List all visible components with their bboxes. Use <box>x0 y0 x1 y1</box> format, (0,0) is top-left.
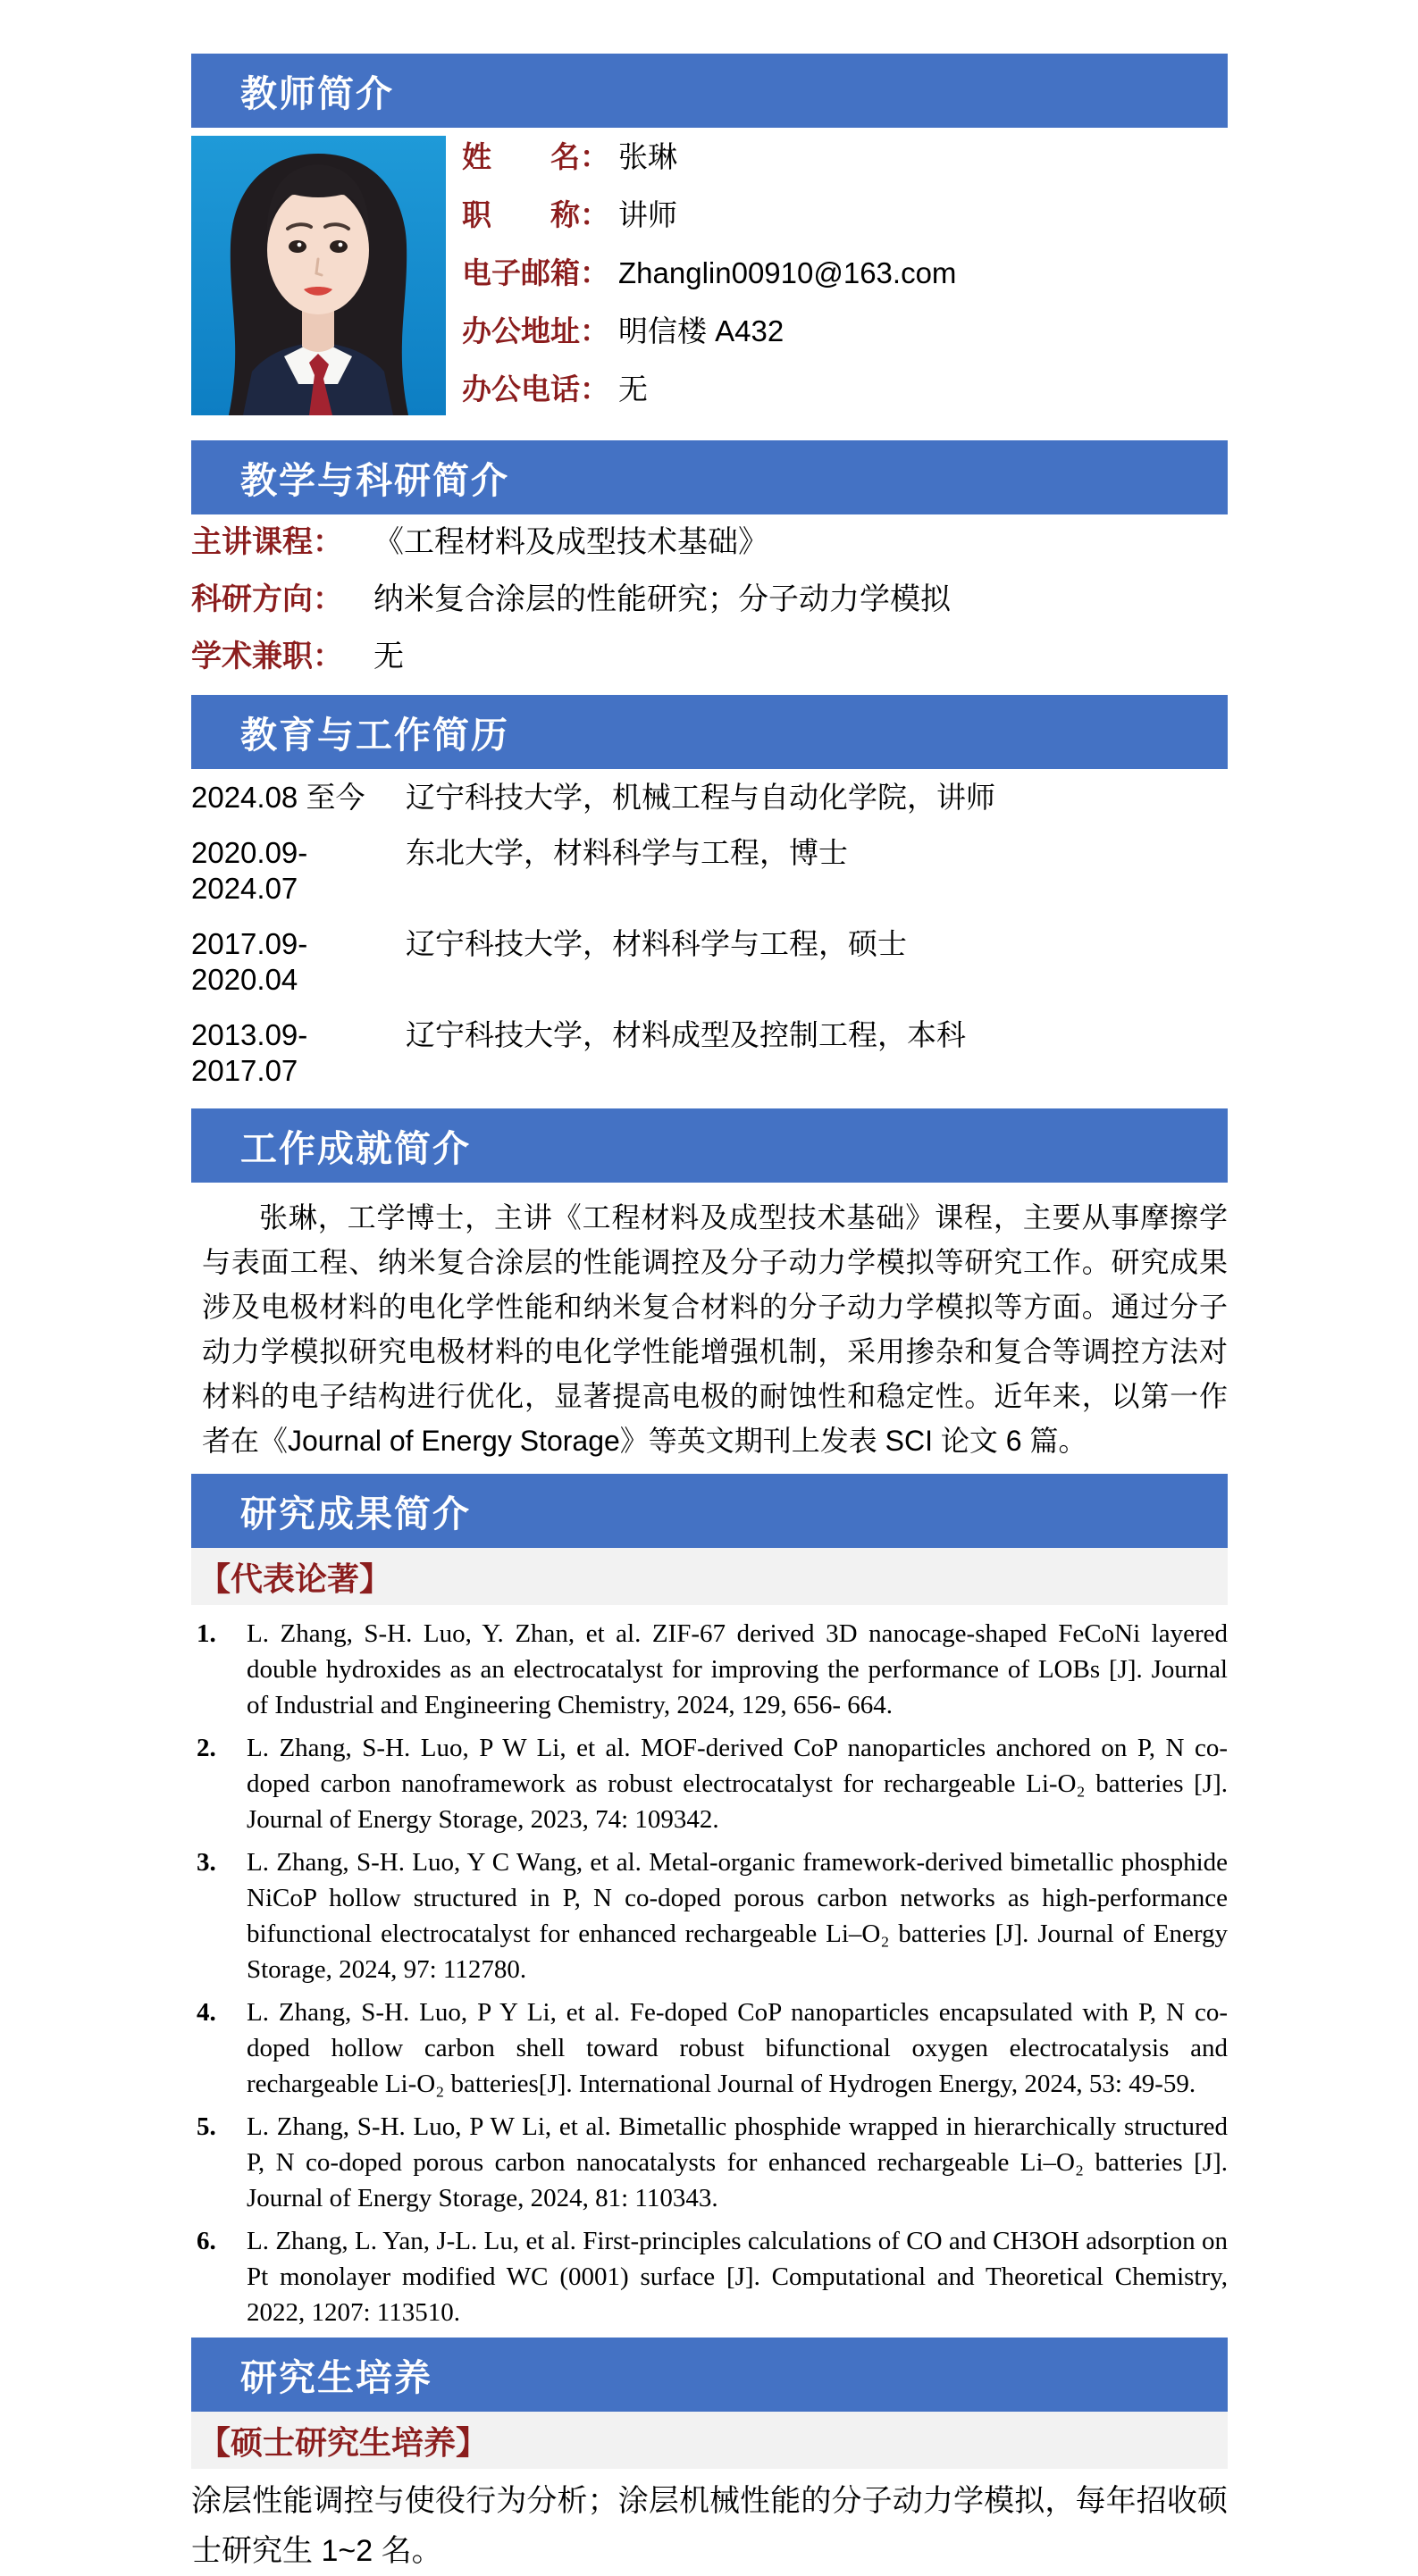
timeline-row <box>191 926 1228 998</box>
publication-text: L. Zhang, S-H. Luo, P Y Li, et al. Fe-doped CoP nanoparticles encapsulated with P, N co-doped hollow carbon shell toward robust bifunctional oxygen electrocatalysis and rechargeable Li-O₂ batteries[J]. International Journal of Hydrogen Energy, 2024, 53: 49-59. <box>247 1998 1228 2098</box>
row-academic-posts <box>191 638 1228 675</box>
education-work-timeline <box>191 780 1228 1089</box>
publication-number: 6. <box>197 2227 216 2255</box>
publication-text: L. Zhang, S-H. Luo, Y C Wang, et al. Metal-organic framework-derived bimetallic phosphide NiCoP hollow structured in P, N co-doped porous carbon networks as high-performance bifunctional electrocatalyst for enhanced rechargeable Li–O₂ batteries [J]. Journal of Energy Storage, 2024, 97: 112780. <box>247 1848 1228 1984</box>
field-office-phone <box>462 372 956 407</box>
publication-number: 1. <box>197 1619 216 1648</box>
timeline-period: 2020.09-2024.07 <box>191 836 308 905</box>
graduate-training-paragraph: 涂层性能调控与使役行为分析；涂层机械性能的分子动力学模拟，每年招收硕士研究生 1~2 名。 <box>191 2484 1228 2568</box>
row-courses-value: 《工程材料及成型技术基础》 <box>373 525 768 559</box>
publication-item <box>191 1616 1228 1723</box>
timeline-period: 2017.09-2020.04 <box>191 927 308 996</box>
timeline-period: 2013.09-2017.07 <box>191 1018 308 1087</box>
publication-item <box>191 1995 1228 2102</box>
section-bar-graduate-training <box>191 2338 1228 2412</box>
publication-item <box>191 2223 1228 2330</box>
subheader-master-training <box>191 2412 1228 2469</box>
section-title: 教学与科研简介 <box>240 460 509 501</box>
publication-item <box>191 2109 1228 2216</box>
timeline-period: 2024.08 至今 <box>191 781 365 814</box>
publication-text: L. Zhang, S-H. Luo, P W Li, et al. MOF-derived CoP nanoparticles anchored on P, N co-doped carbon nanoframework as robust electrocatalyst for rechargeable Li-O₂ batteries [J]. Journal of Energy Storage, 2023, 74: 109342. <box>247 1734 1228 1834</box>
section-bar-education-work <box>191 695 1228 769</box>
publication-text: L. Zhang, L. Yan, J-L. Lu, et al. First-principles calculations of CO and CH3OH adsorption on Pt monolayer modified WC (0001) surface [J]. Computational and Theoretical Chemistry, 2022, 1207: 113510. <box>247 2227 1228 2327</box>
subheader-title: 【代表论著】 <box>198 1560 392 1597</box>
publication-number: 4. <box>197 1998 216 2027</box>
field-title <box>462 197 956 233</box>
field-name-value: 张琳 <box>618 140 677 173</box>
row-academic-posts-label: 学术兼职： <box>191 640 343 673</box>
row-research-direction <box>191 581 1228 618</box>
timeline-detail: 辽宁科技大学，材料成型及控制工程，本科 <box>406 1018 966 1051</box>
timeline-row <box>191 835 1228 907</box>
section-title: 工作成就简介 <box>240 1128 471 1169</box>
section-bar-teacher-profile <box>191 54 1228 128</box>
timeline-detail: 东北大学，材料科学与工程，博士 <box>406 836 848 869</box>
field-email <box>462 255 956 291</box>
section-bar-achievements <box>191 1108 1228 1183</box>
publication-number: 2. <box>197 1734 216 1762</box>
teaching-research-rows <box>191 523 1228 675</box>
section-bar-teaching-research <box>191 440 1228 514</box>
publication-number: 5. <box>197 2112 216 2141</box>
publication-text: L. Zhang, S-H. Luo, P W Li, et al. Bimetallic phosphide wrapped in hierarchically structured P, N co-doped porous carbon nanocatalysts for enhanced rechargeable Li–O₂ batteries [J]. Journal of Energy Storage, 2024, 81: 110343. <box>247 2112 1228 2212</box>
field-email-value: Zhanglin00910@163.com <box>618 256 957 289</box>
publication-number: 3. <box>197 1848 216 1877</box>
section-bar-research-results <box>191 1474 1228 1548</box>
field-office-address <box>462 314 956 349</box>
field-office-phone-label: 办公电话： <box>462 372 609 406</box>
subheader-representative-publications <box>191 1548 1228 1605</box>
row-research-direction-label: 科研方向： <box>191 582 343 616</box>
field-office-address-label: 办公地址： <box>462 314 609 347</box>
timeline-detail: 辽宁科技大学，材料科学与工程，硕士 <box>406 927 907 960</box>
timeline-row <box>191 780 1228 815</box>
profile-fields <box>462 136 956 430</box>
timeline-row <box>191 1017 1228 1089</box>
field-title-value: 讲师 <box>618 198 677 231</box>
field-office-address-value: 明信楼 A432 <box>618 314 785 347</box>
row-research-direction-value: 纳米复合涂层的性能研究；分子动力学模拟 <box>373 582 951 616</box>
achievements-paragraph: 张琳，工学博士，主讲《工程材料及成型技术基础》课程，主要从事摩擦学与表面工程、纳米复合涂层的性能调控及分子动力学模拟等研究工作。研究成果涉及电极材料的电化学性能和纳米复合材料的分子动力学模拟等方面。通过分子动力学模拟研究电极材料的电化学性能增强机制，采用掺杂和复合等调控方法对材料的电子结构进行优化，显著提高电极的耐蚀性和稳定性。近年来，以第一作者在《Journal of Energy Storage》等英文期刊上发表 SCI 论文 6 篇。 <box>202 1201 1228 1457</box>
row-courses-label: 主讲课程： <box>191 525 343 559</box>
section-title: 研究生培养 <box>240 2357 432 2398</box>
subheader-title: 【硕士研究生培养】 <box>198 2423 489 2461</box>
publication-text: L. Zhang, S-H. Luo, Y. Zhan, et al. ZIF-67 derived 3D nanocage-shaped FeCoNi layered double hydroxides as an electrocatalyst for improving the performance of LOBs [J]. Journal of Industrial and Engineering Chemistry, 2024, 129, 656- 664. <box>247 1619 1228 1719</box>
field-email-label: 电子邮箱： <box>462 256 609 289</box>
section-title: 教师简介 <box>240 73 394 114</box>
field-office-phone-value: 无 <box>618 372 648 406</box>
timeline-detail: 辽宁科技大学，机械工程与自动化学院，讲师 <box>406 781 995 814</box>
publication-list <box>191 1616 1228 2330</box>
page-content <box>191 0 1228 2576</box>
field-title-label: 职 称： <box>462 198 609 231</box>
field-name <box>462 139 956 175</box>
row-courses <box>191 523 1228 561</box>
row-academic-posts-value: 无 <box>373 640 404 673</box>
section-title: 研究成果简介 <box>240 1493 471 1535</box>
field-name-label: 姓 名： <box>462 140 609 173</box>
profile-block <box>191 136 1228 430</box>
publication-item <box>191 1730 1228 1837</box>
portrait-photo-illustration <box>191 136 446 415</box>
section-title: 教育与工作简历 <box>240 715 509 756</box>
publication-item <box>191 1844 1228 1987</box>
profile-photo <box>191 136 446 415</box>
